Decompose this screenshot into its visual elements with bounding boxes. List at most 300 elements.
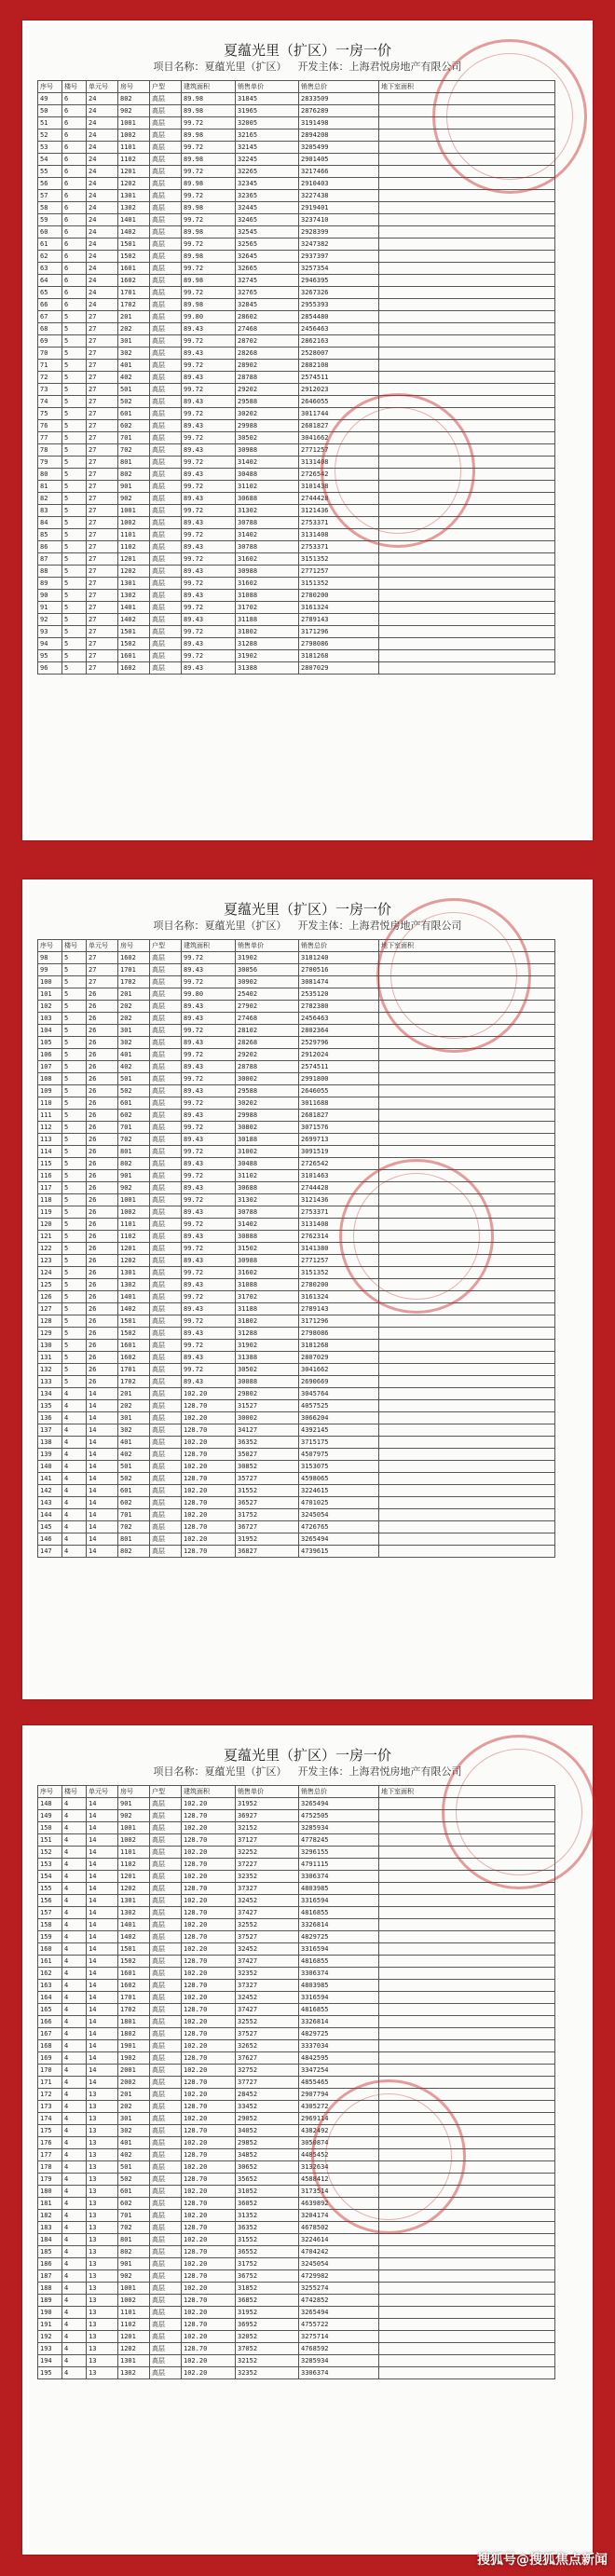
table-cell: 5 — [62, 1158, 87, 1170]
column-header: 户型 — [150, 940, 182, 952]
table-cell: 高层 — [150, 2016, 182, 2028]
table-cell: 4485452 — [299, 2149, 379, 2161]
table-cell: 高层 — [150, 1847, 182, 1859]
table-cell: 31845 — [236, 93, 299, 105]
table-cell: 14 — [87, 2016, 118, 2028]
table-row — [38, 1533, 555, 1546]
table-cell: 201 — [118, 1388, 150, 1400]
table-row — [38, 469, 555, 481]
table-cell: 24 — [87, 287, 118, 299]
table-cell: 89.43 — [182, 1206, 236, 1219]
table-cell: 1402 — [118, 226, 150, 239]
sheet-subtitle — [22, 919, 593, 934]
table-cell: 14 — [87, 1847, 118, 1859]
table-cell: 14 — [87, 1546, 118, 1558]
table-cell: 128.70 — [182, 2270, 236, 2283]
table-cell: 3267326 — [299, 287, 379, 299]
table-cell: 102.20 — [182, 1509, 236, 1521]
table-cell: 102.20 — [182, 2186, 236, 2198]
table-row — [38, 1521, 555, 1533]
table-cell: 4 — [62, 1871, 87, 1883]
table-cell: 99.72 — [182, 1219, 236, 1231]
table-cell: 31088 — [236, 1279, 299, 1291]
table-cell: 27 — [87, 662, 118, 675]
table-cell: 901 — [118, 1798, 150, 1810]
table-cell: 128.70 — [182, 1980, 236, 1992]
table-cell: 106 — [38, 1049, 62, 1061]
table-cell: 2456463 — [299, 1013, 379, 1025]
table-cell: 3227438 — [299, 190, 379, 202]
table-cell: 110 — [38, 1097, 62, 1110]
table-cell — [379, 1061, 555, 1073]
table-cell: 99.72 — [182, 1291, 236, 1303]
table-cell: 2833509 — [299, 93, 379, 105]
column-header: 销售总价 — [299, 940, 379, 952]
table-cell: 3224615 — [299, 1485, 379, 1497]
table-row — [38, 1013, 555, 1025]
table-cell: 4 — [62, 1449, 87, 1461]
table-cell: 128.70 — [182, 1400, 236, 1412]
table-cell: 高层 — [150, 105, 182, 117]
table-row — [38, 2222, 555, 2234]
table-cell: 36052 — [236, 2198, 299, 2210]
table-cell: 5 — [62, 976, 87, 988]
table-cell: 1302 — [118, 202, 150, 214]
table-row — [38, 1895, 555, 1907]
table-row — [38, 529, 555, 541]
table-cell: 157 — [38, 1907, 62, 1919]
table-cell: 26 — [87, 1061, 118, 1073]
table-cell: 4803985 — [299, 1980, 379, 1992]
table-cell: 1501 — [118, 626, 150, 638]
table-cell: 1302 — [118, 2367, 150, 2379]
table-cell: 高层 — [150, 2065, 182, 2077]
table-cell: 2574511 — [299, 372, 379, 384]
table-cell: 128.70 — [182, 2077, 236, 2089]
table-cell: 1001 — [118, 117, 150, 129]
table-cell: 26 — [87, 1291, 118, 1303]
table-cell: 128.70 — [182, 2101, 236, 2113]
table-cell — [379, 1013, 555, 1025]
table-cell: 31188 — [236, 1303, 299, 1315]
table-cell: 128.70 — [182, 1497, 236, 1509]
table-cell: 1102 — [118, 154, 150, 166]
table-row — [38, 1146, 555, 1158]
table-cell: 2912024 — [299, 1049, 379, 1061]
table-cell — [379, 2089, 555, 2101]
table-cell: 5 — [62, 493, 87, 505]
table-cell: 99.72 — [182, 335, 236, 348]
table-cell: 3161324 — [299, 602, 379, 614]
table-cell: 31702 — [236, 1291, 299, 1303]
table-cell: 99.72 — [182, 529, 236, 541]
table-cell — [379, 444, 555, 457]
table-cell: 1802 — [118, 2028, 150, 2040]
table-cell: 99.72 — [182, 553, 236, 566]
table-cell: 4 — [62, 2125, 87, 2137]
table-row — [38, 299, 555, 311]
table-cell: 28102 — [236, 1025, 299, 1037]
table-cell: 31352 — [236, 2210, 299, 2222]
table-cell — [379, 93, 555, 105]
table-row — [38, 2149, 555, 2161]
table-cell: 高层 — [150, 129, 182, 142]
table-row — [38, 1267, 555, 1279]
table-cell: 36752 — [236, 2270, 299, 2283]
table-cell: 高层 — [150, 1049, 182, 1061]
table-cell: 5 — [62, 566, 87, 578]
table-cell: 162 — [38, 1968, 62, 1980]
table-cell: 30852 — [236, 1461, 299, 1473]
table-cell: 4678502 — [299, 2222, 379, 2234]
table-row — [38, 976, 555, 988]
table-cell: 2782380 — [299, 1001, 379, 1013]
table-cell: 3285934 — [299, 2355, 379, 2367]
table-cell: 1401 — [118, 214, 150, 226]
table-cell: 173 — [38, 2101, 62, 2113]
table-cell: 801 — [118, 1146, 150, 1158]
table-cell: 5 — [62, 384, 87, 396]
table-cell: 99.72 — [182, 976, 236, 988]
table-cell: 102.20 — [182, 1533, 236, 1546]
table-cell — [379, 1424, 555, 1437]
table-cell: 63 — [38, 263, 62, 275]
table-cell: 1402 — [118, 1303, 150, 1315]
table-cell: 99.72 — [182, 117, 236, 129]
table-cell — [379, 1980, 555, 1992]
table-cell — [379, 1352, 555, 1364]
table-cell: 14 — [87, 1473, 118, 1485]
table-cell: 31965 — [236, 105, 299, 117]
table-cell: 34127 — [236, 1424, 299, 1437]
table-cell: 13 — [87, 2198, 118, 2210]
table-row — [38, 348, 555, 360]
table-cell: 802 — [118, 93, 150, 105]
table-cell: 31752 — [236, 2258, 299, 2270]
table-cell — [379, 263, 555, 275]
table-cell: 89.43 — [182, 1231, 236, 1243]
table-cell: 5 — [62, 578, 87, 590]
table-cell: 24 — [87, 263, 118, 275]
table-cell: 401 — [118, 1049, 150, 1061]
table-cell: 32665 — [236, 263, 299, 275]
table-cell: 89.43 — [182, 1085, 236, 1097]
table-cell: 1002 — [118, 517, 150, 529]
table-cell: 89.43 — [182, 517, 236, 529]
table-cell: 98 — [38, 952, 62, 964]
table-cell: 13 — [87, 2234, 118, 2246]
table-cell: 高层 — [150, 1956, 182, 1968]
table-cell: 3326814 — [299, 1919, 379, 1931]
table-cell: 31388 — [236, 662, 299, 675]
table-cell: 148 — [38, 1798, 62, 1810]
table-row — [38, 2307, 555, 2319]
table-cell: 高层 — [150, 2089, 182, 2101]
table-cell: 14 — [87, 1461, 118, 1473]
table-cell: 128.70 — [182, 2125, 236, 2137]
table-cell: 1602 — [118, 662, 150, 675]
table-cell: 5 — [62, 1315, 87, 1328]
table-cell: 179 — [38, 2174, 62, 2186]
table-row — [38, 1352, 555, 1364]
table-cell — [379, 1992, 555, 2004]
table-cell: 高层 — [150, 1231, 182, 1243]
table-row — [38, 650, 555, 662]
table-cell: 14 — [87, 1388, 118, 1400]
table-cell: 36927 — [236, 1810, 299, 1822]
table-row — [38, 481, 555, 493]
table-cell: 62 — [38, 251, 62, 263]
table-cell — [379, 1267, 555, 1279]
table-cell: 3265494 — [299, 2307, 379, 2319]
table-cell: 26 — [87, 1206, 118, 1219]
table-cell: 1101 — [118, 142, 150, 154]
table-cell: 1002 — [118, 2295, 150, 2307]
table-cell: 30202 — [236, 408, 299, 420]
table-row — [38, 1097, 555, 1110]
table-cell — [379, 360, 555, 372]
table-cell: 14 — [87, 1931, 118, 1943]
table-cell: 501 — [118, 1073, 150, 1085]
table-cell: 2807029 — [299, 1352, 379, 1364]
project-name: 项目名称：夏蕴光里（扩区） — [153, 1765, 287, 1778]
table-cell: 24 — [87, 178, 118, 190]
table-cell: 2862163 — [299, 335, 379, 348]
table-cell: 30988 — [236, 1255, 299, 1267]
table-cell: 4 — [62, 1424, 87, 1437]
table-cell — [379, 2367, 555, 2379]
table-cell: 30188 — [236, 1134, 299, 1146]
table-cell: 71 — [38, 360, 62, 372]
table-cell: 89.43 — [182, 566, 236, 578]
table-cell: 27 — [87, 408, 118, 420]
table-row — [38, 1194, 555, 1206]
table-cell: 3715175 — [299, 1437, 379, 1449]
table-cell: 34052 — [236, 2125, 299, 2137]
table-cell — [379, 481, 555, 493]
table-cell: 128 — [38, 1315, 62, 1328]
table-row — [38, 226, 555, 239]
table-cell: 4 — [62, 1546, 87, 1558]
table-cell: 4816855 — [299, 2004, 379, 2016]
table-cell: 130 — [38, 1340, 62, 1352]
table-cell: 高层 — [150, 590, 182, 602]
table-cell — [379, 2077, 555, 2089]
table-cell: 102.20 — [182, 1437, 236, 1449]
table-cell — [379, 2040, 555, 2052]
table-cell: 95 — [38, 650, 62, 662]
table-cell: 高层 — [150, 1376, 182, 1388]
table-cell: 4 — [62, 1847, 87, 1859]
table-cell: 30088 — [236, 1376, 299, 1388]
table-cell: 31602 — [236, 553, 299, 566]
table-cell: 5 — [62, 1170, 87, 1182]
table-cell: 128.70 — [182, 1883, 236, 1895]
table-cell — [379, 650, 555, 662]
column-header: 建筑面积 — [182, 940, 236, 952]
table-cell: 4 — [62, 2246, 87, 2258]
table-cell: 1102 — [118, 1231, 150, 1243]
table-cell: 4 — [62, 1980, 87, 1992]
table-cell: 4 — [62, 1810, 87, 1822]
table-cell: 6 — [62, 263, 87, 275]
table-row — [38, 2210, 555, 2222]
table-cell: 5 — [62, 614, 87, 626]
table-cell: 128.70 — [182, 1956, 236, 1968]
table-cell: 167 — [38, 2028, 62, 2040]
table-cell: 高层 — [150, 214, 182, 226]
table-cell: 1201 — [118, 2331, 150, 2343]
table-cell: 128.70 — [182, 2295, 236, 2307]
table-cell: 30802 — [236, 1122, 299, 1134]
table-cell: 1701 — [118, 964, 150, 976]
table-cell: 49 — [38, 93, 62, 105]
table-cell: 3131408 — [299, 1219, 379, 1231]
table-cell: 102.20 — [182, 2258, 236, 2270]
column-header: 房号 — [118, 940, 150, 952]
table-cell: 27 — [87, 602, 118, 614]
table-header-row — [38, 1786, 555, 1798]
table-cell: 89.43 — [182, 964, 236, 976]
table-cell: 高层 — [150, 1206, 182, 1219]
table-cell: 111 — [38, 1110, 62, 1122]
table-cell: 80 — [38, 469, 62, 481]
table-cell: 102.20 — [182, 2331, 236, 2343]
table-cell: 14 — [87, 1968, 118, 1980]
table-row — [38, 1364, 555, 1376]
table-cell: 5 — [62, 1097, 87, 1110]
table-cell: 36852 — [236, 2295, 299, 2307]
table-cell: 26 — [87, 1267, 118, 1279]
table-cell: 27 — [87, 952, 118, 964]
table-cell: 31288 — [236, 1328, 299, 1340]
table-cell: 901 — [118, 1170, 150, 1182]
table-cell: 89.43 — [182, 1376, 236, 1388]
table-cell: 5 — [62, 1122, 87, 1134]
table-cell: 3151352 — [299, 1267, 379, 1279]
table-cell: 102.20 — [182, 1943, 236, 1956]
table-cell: 高层 — [150, 1424, 182, 1437]
table-cell: 1702 — [118, 976, 150, 988]
table-cell: 501 — [118, 2161, 150, 2174]
table-cell — [379, 590, 555, 602]
table-cell: 3204174 — [299, 2210, 379, 2222]
table-cell — [379, 2222, 555, 2234]
table-cell: 185 — [38, 2246, 62, 2258]
table-cell: 36952 — [236, 2319, 299, 2331]
table-row — [38, 1919, 555, 1931]
table-cell: 31602 — [236, 578, 299, 590]
table-cell: 31402 — [236, 457, 299, 469]
table-cell: 4752505 — [299, 1810, 379, 1822]
table-cell: 99.72 — [182, 481, 236, 493]
table-cell: 13 — [87, 2307, 118, 2319]
table-row — [38, 129, 555, 142]
table-row — [38, 566, 555, 578]
table-cell: 102.20 — [182, 1871, 236, 1883]
table-cell — [379, 1110, 555, 1122]
table-row — [38, 1956, 555, 1968]
table-row — [38, 1122, 555, 1134]
table-cell: 26 — [87, 1194, 118, 1206]
table-cell: 4 — [62, 1461, 87, 1473]
table-cell: 37127 — [236, 1834, 299, 1847]
table-cell: 2910403 — [299, 178, 379, 190]
table-cell: 202 — [118, 1001, 150, 1013]
table-cell: 4 — [62, 2052, 87, 2065]
table-cell: 64 — [38, 275, 62, 287]
table-row — [38, 2283, 555, 2295]
table-cell: 89.98 — [182, 251, 236, 263]
table-cell: 128.70 — [182, 1834, 236, 1847]
table-cell: 89.43 — [182, 590, 236, 602]
table-cell: 1402 — [118, 1931, 150, 1943]
table-row — [38, 952, 555, 964]
table-cell: 99.72 — [182, 1025, 236, 1037]
table-cell — [379, 1170, 555, 1182]
table-cell — [379, 1073, 555, 1085]
table-cell: 58 — [38, 202, 62, 214]
table-cell: 24 — [87, 251, 118, 263]
table-cell: 37727 — [236, 2077, 299, 2089]
table-cell — [379, 2355, 555, 2367]
table-row — [38, 2295, 555, 2307]
table-cell: 184 — [38, 2234, 62, 2246]
table-cell: 5 — [62, 469, 87, 481]
table-cell: 高层 — [150, 1968, 182, 1980]
table-cell: 37427 — [236, 2004, 299, 2016]
table-row — [38, 2077, 555, 2089]
table-cell: 高层 — [150, 529, 182, 541]
table-cell: 4778245 — [299, 1834, 379, 1847]
table-cell: 128.70 — [182, 2174, 236, 2186]
table-cell: 29202 — [236, 1049, 299, 1061]
table-cell: 31102 — [236, 481, 299, 493]
table-cell: 27 — [87, 638, 118, 650]
table-cell: 高层 — [150, 2367, 182, 2379]
table-cell: 5 — [62, 602, 87, 614]
table-cell: 102.20 — [182, 2113, 236, 2125]
table-cell: 6 — [62, 299, 87, 311]
table-cell: 高层 — [150, 1134, 182, 1146]
table-cell: 31302 — [236, 505, 299, 517]
table-cell: 108 — [38, 1073, 62, 1085]
table-cell: 27 — [87, 444, 118, 457]
table-cell: 高层 — [150, 566, 182, 578]
table-cell: 202 — [118, 1013, 150, 1025]
table-cell: 2907794 — [299, 2089, 379, 2101]
table-cell: 30688 — [236, 1182, 299, 1194]
table-cell: 2789143 — [299, 1303, 379, 1315]
table-row — [38, 396, 555, 408]
table-cell: 1501 — [118, 1315, 150, 1328]
table-cell: 高层 — [150, 1340, 182, 1352]
table-cell: 26 — [87, 1001, 118, 1013]
table-cell: 402 — [118, 1449, 150, 1461]
table-row — [38, 166, 555, 178]
table-cell — [379, 1437, 555, 1449]
table-cell — [379, 2234, 555, 2246]
table-cell — [379, 964, 555, 976]
table-cell: 1402 — [118, 614, 150, 626]
table-row — [38, 517, 555, 529]
table-cell: 4 — [62, 2065, 87, 2077]
table-cell: 32845 — [236, 299, 299, 311]
table-cell: 36827 — [236, 1546, 299, 1558]
table-cell: 1101 — [118, 1847, 150, 1859]
table-cell: 32145 — [236, 142, 299, 154]
table-cell: 131 — [38, 1352, 62, 1364]
